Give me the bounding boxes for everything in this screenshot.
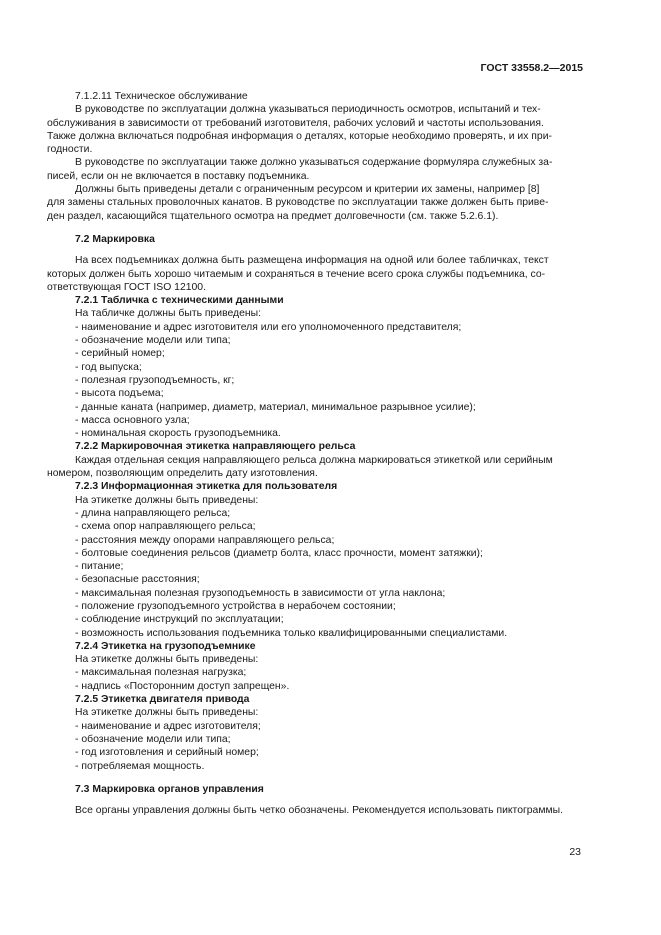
text-line: - номинальная скорость грузоподъемника.: [75, 428, 281, 440]
spacer: [47, 223, 585, 233]
text-line: - питание;: [75, 561, 124, 573]
text-line: На всех подъемниках должна быть размещена информация на одной или более табличках, текст: [75, 255, 549, 267]
text-line: Должны быть приведены детали с ограниченным ресурсом и критерии их замены, например [8]: [75, 184, 540, 196]
text-line: - серийный номер;: [75, 348, 165, 360]
text-line: - схема опор направляющего рельса;: [75, 521, 256, 533]
text-line: На этикетке должны быть приведены:: [75, 707, 259, 719]
text-line: На этикетке должны быть приведены:: [75, 654, 259, 666]
text-line: - год изготовления и серийный номер;: [75, 747, 259, 759]
text-line: годности.: [47, 144, 93, 156]
text-line: На этикетке должны быть приведены:: [75, 494, 259, 506]
text-line: - соблюдение инструкций по эксплуатации;: [75, 614, 284, 626]
section-heading: 7.2.1 Табличка с техническими данными: [75, 295, 284, 307]
text-line: - обозначение модели или типа;: [75, 335, 231, 347]
section-heading: 7.2.3 Информационная этикетка для пользователя: [75, 481, 338, 493]
text-line: - наименование и адрес изготовителя или его уполномоченного представителя;: [75, 321, 462, 333]
text-line: - высота подъема;: [75, 388, 164, 400]
spacer: [47, 246, 585, 254]
text-line: - максимальная полезная грузоподъемность в зависимости от угла наклона;: [75, 587, 446, 599]
text-line: - данные каната (например, диаметр, материал, минимальное разрывное усилие);: [75, 401, 476, 413]
text-line: - положение грузоподъемного устройства в нерабочем состоянии;: [75, 600, 396, 612]
text-line: для замены стальных проволочных канатов. В руководстве по эксплуатации также должен быть приве-: [47, 197, 549, 209]
text-line: 7.1.2.11 Техническое обслуживание: [75, 91, 248, 102]
text-line: - обозначение модели или типа;: [75, 733, 231, 745]
section-heading: 7.3 Маркировка органов управления: [75, 783, 264, 795]
text-line: На табличке должны быть приведены:: [75, 308, 261, 320]
text-line: писей, если он не включается в поставку подъемника.: [47, 170, 310, 182]
text-line: Все органы управления должны быть четко обозначены. Рекомендуется использовать пиктограммы.: [75, 805, 563, 817]
text-line: В руководстве по эксплуатации должна указываться периодичность осмотров, испытаний и тех-: [75, 104, 541, 116]
text-line: - потребляемая мощность.: [75, 760, 205, 772]
text-line: номером, позволяющим определить дату изготовления.: [47, 468, 318, 480]
spacer: [47, 796, 585, 804]
text-line: которых должен быть хорошо читаемым и сохраняться в течение всего срока службы подъемника, со-: [47, 268, 546, 280]
text-line: Также должна включаться подробная информация о деталях, которые необходимо проверять, и их при-: [47, 130, 552, 142]
text-line: - расстояния между опорами направляющего рельса;: [75, 534, 335, 546]
document-body: [47, 90, 585, 817]
text-line: - год выпуска;: [75, 361, 142, 373]
section-heading: 7.2.5 Этикетка двигателя привода: [75, 694, 250, 706]
text-line: ответствующая ГОСТ ISO 12100.: [47, 281, 206, 293]
section-heading: 7.2.2 Маркировочная этикетка направляющего рельса: [75, 441, 356, 453]
page-number: 23: [569, 846, 581, 858]
text-line: - надпись «Посторонним доступ запрещен».: [75, 680, 290, 692]
text-line: - болтовые соединения рельсов (диаметр болта, класс прочности, момент затяжки);: [75, 547, 483, 559]
text-line: - полезная грузоподъемность, кг;: [75, 374, 235, 386]
section-heading: 7.2.4 Этикетка на грузоподъемнике: [75, 640, 256, 652]
text-line: В руководстве по эксплуатации также должно указываться содержание формуляра служебных за-: [75, 157, 553, 169]
standard-header: ГОСТ 33558.2—2015: [480, 62, 583, 74]
section-heading: 7.2 Маркировка: [75, 233, 155, 245]
text-line: обслуживания в зависимости от требований изготовителя, рабочих условий и частоты использования.: [47, 117, 544, 129]
text-line: - наименование и адрес изготовителя;: [75, 720, 261, 732]
spacer: [47, 773, 585, 783]
text-line: ден раздел, касающийся тщательного осмотра на предмет долговечности (см. также 5.2.6.1).: [47, 210, 499, 222]
text-line: - длина направляющего рельса;: [75, 507, 231, 519]
text-line: - максимальная полезная нагрузка;: [75, 667, 247, 679]
text-line: - безопасные расстояния;: [75, 574, 200, 586]
text-line: - возможность использования подъемника только квалифицированными специалистами.: [75, 627, 508, 639]
text-line: Каждая отдельная секция направляющего рельса должна маркироваться этикеткой или серийным: [75, 454, 553, 466]
text-line: - масса основного узла;: [75, 414, 190, 426]
